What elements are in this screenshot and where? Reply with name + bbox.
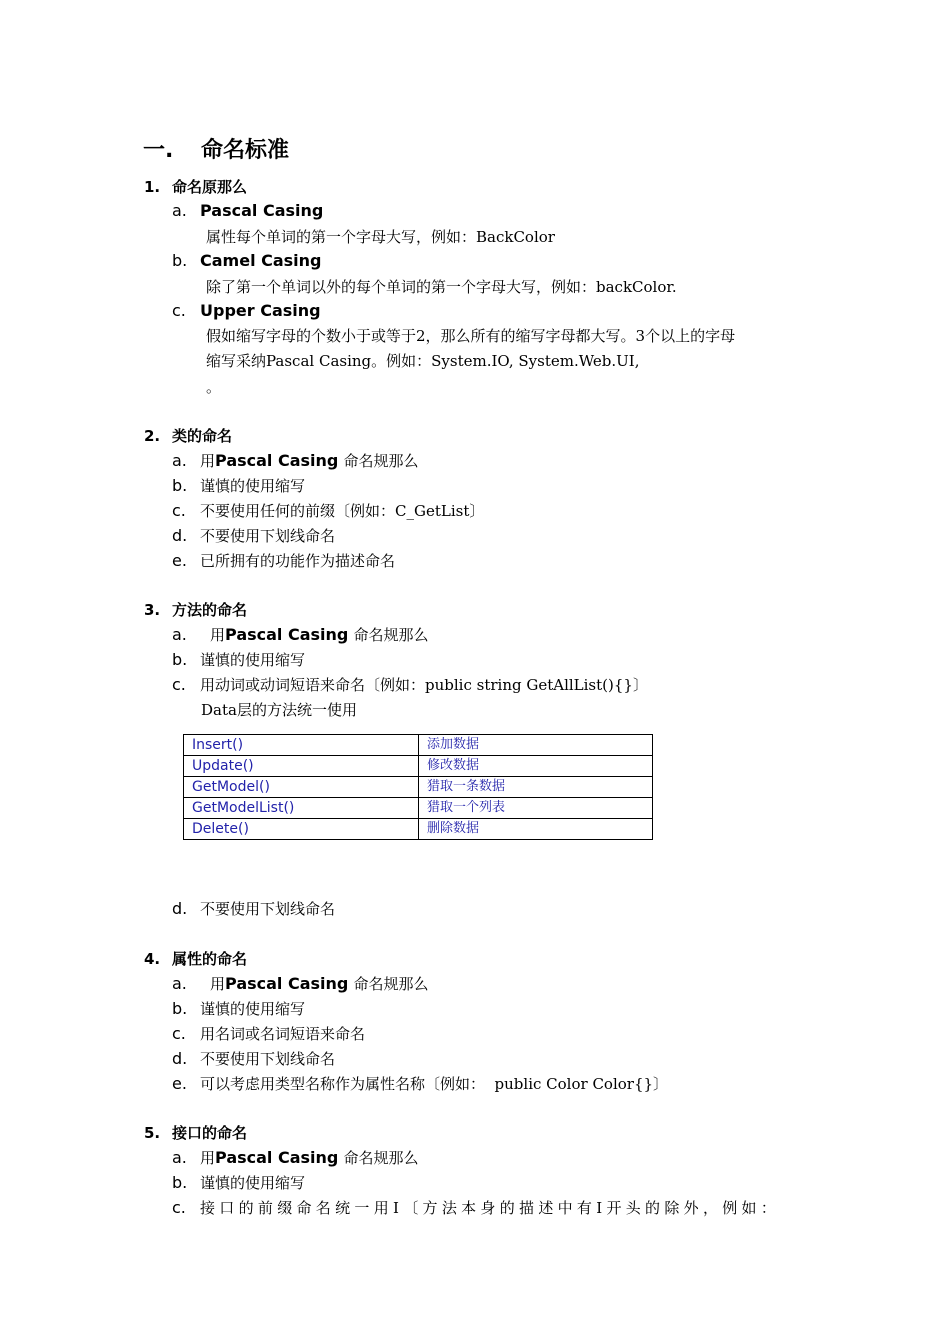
desc-cell: 猎取一条数据 xyxy=(419,777,653,798)
s4-item-b: b. 谨慎的使用缩写 xyxy=(172,999,306,1018)
s1-item-c-desc-1: 假如缩写字母的个数小于或等于2，那么所有的缩写字母都大写。3个以上的字母 xyxy=(206,327,736,345)
s2-item-c: c. 不要使用任何的前缀〔例如：C_GetList〕 xyxy=(172,501,485,520)
data-layer-method-table xyxy=(183,734,653,840)
table-row xyxy=(184,819,653,840)
s5-item-a: a. 用Pascal Casing 命名规那么 xyxy=(172,1148,419,1167)
method-cell: Update() xyxy=(184,756,419,777)
table-row xyxy=(184,756,653,777)
section-4-heading: 4. 属性的命名 xyxy=(144,950,248,968)
s4-item-a: a. 用Pascal Casing 命名规那么 xyxy=(172,974,429,993)
s2-item-b: b. 谨慎的使用缩写 xyxy=(172,476,306,495)
method-cell: Insert() xyxy=(184,735,419,756)
method-cell: GetModelList() xyxy=(184,798,419,819)
table-row xyxy=(184,735,653,756)
page-title xyxy=(143,137,289,165)
s4-item-e: e. 可以考虑用类型名称作为属性名称〔例如： public Color Color{}〕 xyxy=(172,1074,669,1093)
s1-item-c: c. Upper Casing xyxy=(172,301,321,320)
section-2-heading: 2. 类的命名 xyxy=(144,427,233,445)
s1-item-a-desc: 属性每个单词的第一个字母大写，例如：BackColor xyxy=(206,228,555,246)
title-number: 一. xyxy=(143,138,174,163)
s1-item-a: a. Pascal Casing xyxy=(172,201,324,220)
s3-item-d: d. 不要使用下划线命名 xyxy=(172,899,336,918)
section-5-heading: 5. 接口的命名 xyxy=(144,1124,248,1142)
desc-cell: 删除数据 xyxy=(419,819,653,840)
table-row xyxy=(184,777,653,798)
s1-item-c-desc-2: 缩写采纳Pascal Casing。例如：System.IO, System.Web.UI, xyxy=(206,352,640,370)
s5-item-c: c. 接口的前缀命名统一用I〔方法本身的描述中有I开头的除外，例如： xyxy=(172,1198,781,1217)
s4-item-d: d. 不要使用下划线命名 xyxy=(172,1049,336,1068)
desc-cell: 添加数据 xyxy=(419,735,653,756)
s2-item-d: d. 不要使用下划线命名 xyxy=(172,526,336,545)
s3-item-a: a. 用Pascal Casing 命名规那么 xyxy=(172,625,429,644)
desc-cell: 猎取一个列表 xyxy=(419,798,653,819)
title-text: 命名标准 xyxy=(201,138,290,163)
s3-data-layer-note: Data层的方法统一使用 xyxy=(201,701,357,719)
s4-item-c: c. 用名词或名词短语来命名 xyxy=(172,1024,366,1043)
table-row xyxy=(184,798,653,819)
s1-item-b-desc: 除了第一个单词以外的每个单词的第一个字母大写，例如：backColor. xyxy=(206,278,677,296)
s1-item-c-desc-3: 。 xyxy=(206,378,222,396)
s5-item-b: b. 谨慎的使用缩写 xyxy=(172,1173,306,1192)
s2-item-e: e. 已所拥有的功能作为描述命名 xyxy=(172,551,396,570)
method-cell: GetModel() xyxy=(184,777,419,798)
method-cell: Delete() xyxy=(184,819,419,840)
desc-cell: 修改数据 xyxy=(419,756,653,777)
section-3-heading: 3. 方法的命名 xyxy=(144,601,248,619)
section-1-heading: 1. 命名原那么 xyxy=(144,178,248,196)
s3-item-c: c. 用动词或动词短语来命名〔例如：public string GetAllList(){}〕 xyxy=(172,675,648,694)
s1-item-b: b. Camel Casing xyxy=(172,251,322,270)
s3-item-b: b. 谨慎的使用缩写 xyxy=(172,650,306,669)
s2-item-a: a. 用Pascal Casing 命名规那么 xyxy=(172,451,419,470)
